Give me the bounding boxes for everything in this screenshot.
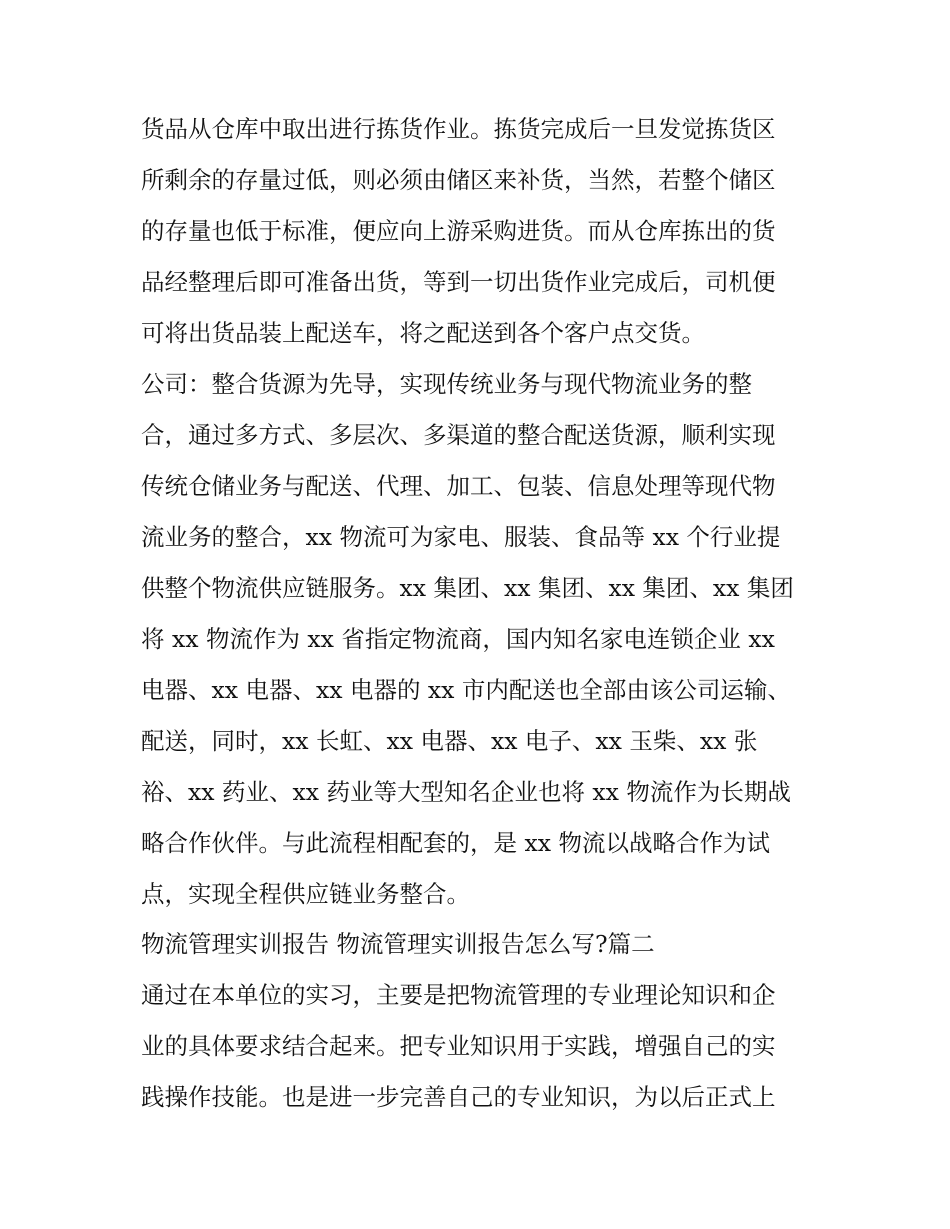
text-line: 的存量也低于标准，便应向上游采购进货。而从仓库拣出的货 xyxy=(141,217,776,245)
text-line: 可将出货品装上配送车，将之配送到各个客户点交货。 xyxy=(141,319,705,347)
text-line: 所剩余的存量过低，则必须由储区来补货，当然，若整个储区 xyxy=(141,166,776,194)
text-line: 通过在本单位的实习，主要是把物流管理的专业理论知识和企 xyxy=(141,981,776,1009)
text-line: 传统仓储业务与配送、代理、加工、包装、信息处理等现代物 xyxy=(141,472,776,500)
text-line: 裕、xx 药业、xx 药业等大型知名企业也将 xx 物流作为长期战 xyxy=(141,778,791,806)
text-line: 流业务的整合，xx 物流可为家电、服装、食品等 xx 个行业提 xyxy=(141,523,781,551)
text-line: 践操作技能。也是进一步完善自己的专业知识，为以后正式上 xyxy=(141,1083,776,1111)
text-line: 电器、xx 电器、xx 电器的 xx 市内配送也全部由该公司运输、 xyxy=(141,676,791,704)
text-line: 品经整理后即可准备出货，等到一切出货作业完成后，司机便 xyxy=(141,268,776,296)
text-line: 略合作伙伴。与此流程相配套的，是 xx 物流以战略合作为试 xyxy=(141,829,770,857)
text-line: 点，实现全程供应链业务整合。 xyxy=(141,880,470,908)
text-line: 公司：整合货源为先导，实现传统业务与现代物流业务的整 xyxy=(141,370,752,398)
text-line: 将 xx 物流作为 xx 省指定物流商，国内知名家电连锁企业 xx xyxy=(141,625,775,653)
section-heading: 物流管理实训报告 物流管理实训报告怎么写?篇二 xyxy=(141,930,655,958)
text-line: 合，通过多方式、多层次、多渠道的整合配送货源，顺利实现 xyxy=(141,421,776,449)
text-line: 配送，同时，xx 长虹、xx 电器、xx 电子、xx 玉柴、xx 张 xyxy=(141,727,758,755)
text-line: 供整个物流供应链服务。xx 集团、xx 集团、xx 集团、xx 集团 xyxy=(141,574,794,602)
text-line: 业的具体要求结合起来。把专业知识用于实践，增强自己的实 xyxy=(141,1032,776,1060)
text-line: 货品从仓库中取出进行拣货作业。拣货完成后一旦发觉拣货区 xyxy=(141,115,776,143)
